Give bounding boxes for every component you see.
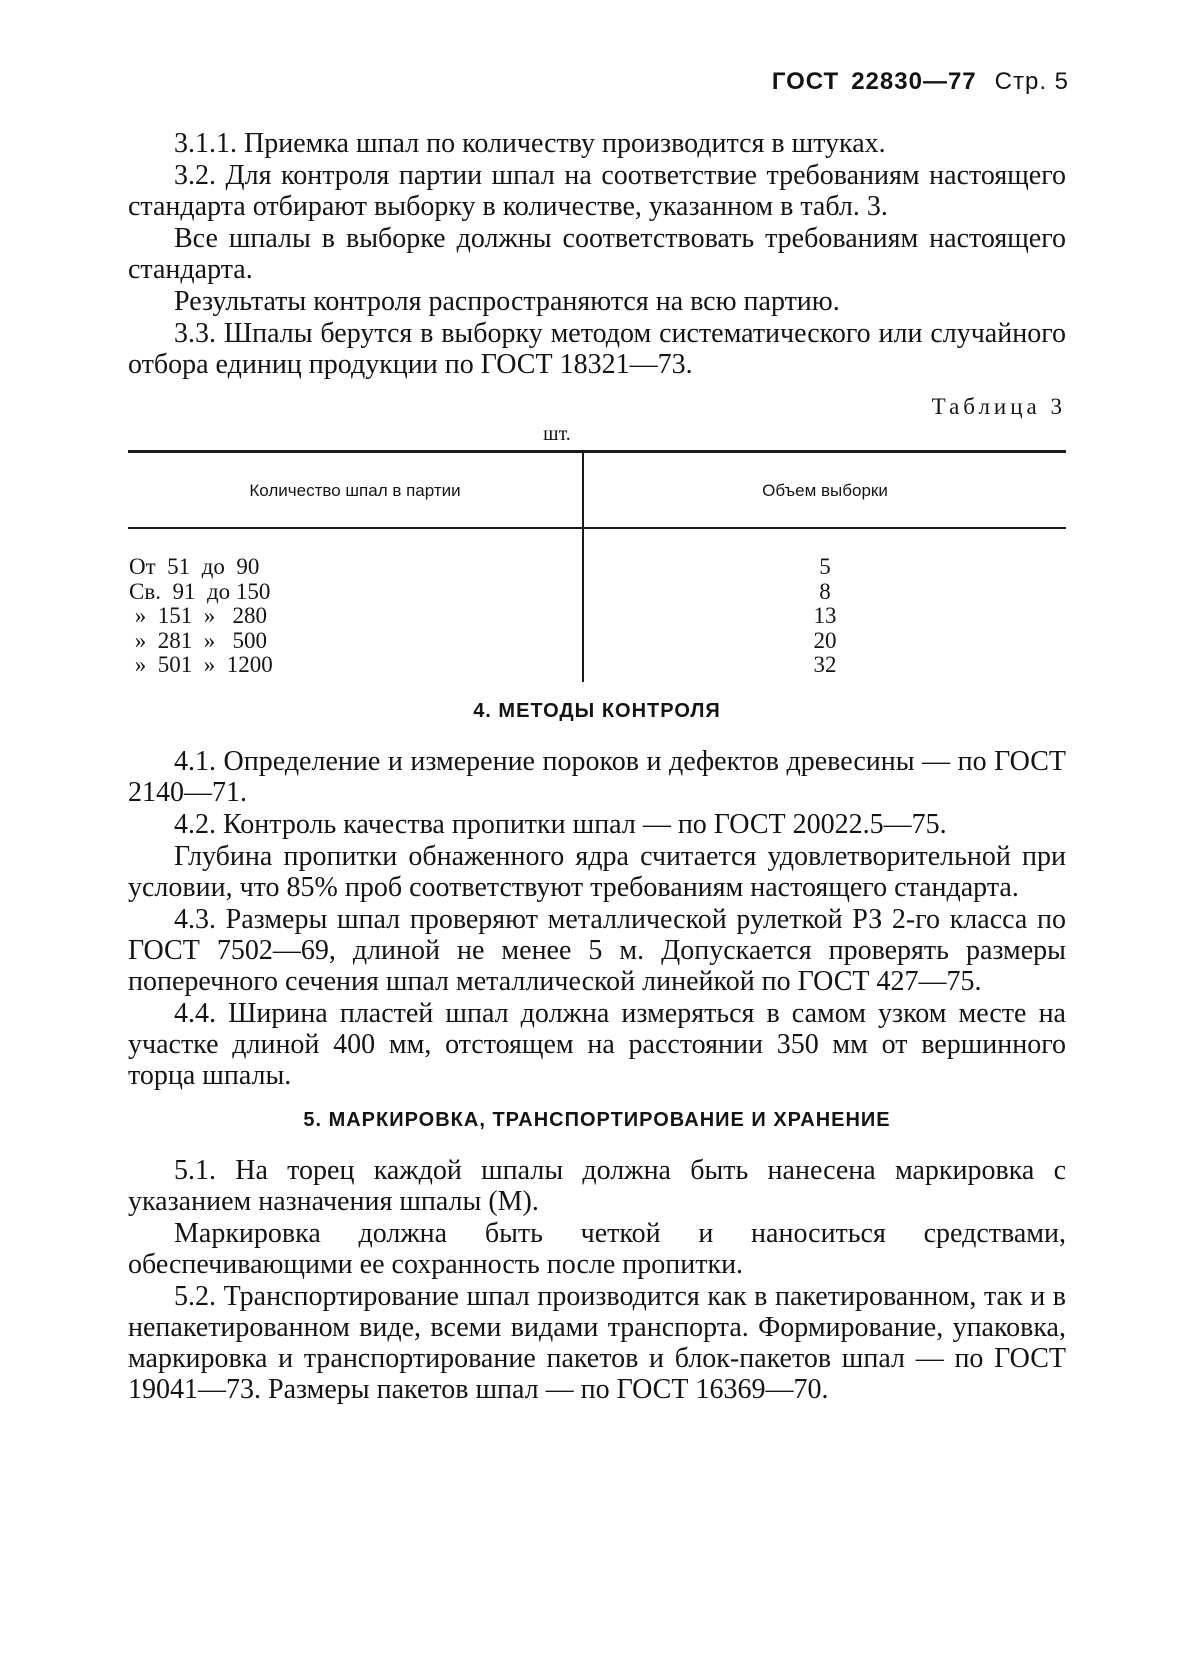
section-4-heading: 4. МЕТОДЫ КОНТРОЛЯ xyxy=(473,699,721,722)
table-unit: шт. xyxy=(543,423,571,445)
document-body xyxy=(128,128,1066,1406)
paragraph-4-2-depth: Глубина пропитки обнаженного ядра считается удовлетворительной при условии, что 85% проб соответствуют требованиям настоящего стандарта. xyxy=(128,840,1066,903)
lot-range: От 51 до 90 xyxy=(129,554,260,579)
paragraph-4-3: 4.3. Размеры шпал проверяют металлической рулеткой РЗ 2-го класса по ГОСТ 7502—69, длиной не менее 5 м. Допускается проверять размеры поперечного сечения шпал металлической линейкой по ГОСТ 427—75. xyxy=(128,903,1066,997)
paragraph-5-1-marking: Маркировка должна быть четкой и наноситься средствами, обеспечивающими ее сохранность после пропитки. xyxy=(128,1217,1066,1280)
header-lot-size: Количество шпал в партии xyxy=(128,452,583,529)
header-sample-size: Объем выборки xyxy=(583,452,1066,529)
page-header xyxy=(772,68,1069,96)
header-page: Стр. 5 xyxy=(994,68,1069,95)
sample-value: 20 xyxy=(813,627,837,653)
paragraph-3-2: 3.2. Для контроля партии шпал на соответствие требованиям настоящего стандарта отбирают выборку в количестве, указанном в табл. 3. xyxy=(128,160,1066,222)
lot-size-column xyxy=(128,528,583,682)
lot-range: » 151 » 280 xyxy=(129,603,267,628)
header-number: 22830—77 xyxy=(851,68,977,95)
sample-value: 8 xyxy=(819,578,831,604)
lot-range: Св. 91 до 150 xyxy=(129,578,271,604)
lot-range: » 281 » 500 xyxy=(129,627,267,653)
paragraph-4-2: 4.2. Контроль качества пропитки шпал — по ГОСТ 20022.5—75. xyxy=(174,808,947,840)
table-header-row xyxy=(128,452,1066,529)
sample-size-column xyxy=(583,528,1066,682)
sample-value: 5 xyxy=(819,554,831,579)
paragraph-3-3: 3.3. Шпалы берутся в выборку методом систематического или случайного отбора единиц продукции по ГОСТ 18321—73. xyxy=(128,318,1066,380)
sample-value: 13 xyxy=(813,603,837,628)
paragraph-3-2-all-sleepers: Все шпалы в выборке должны соответствовать требованиям настоящего стандарта. xyxy=(128,223,1066,285)
table-caption: Таблица 3 xyxy=(931,394,1066,419)
paragraph-4-4: 4.4. Ширина пластей шпал должна измеряться в самом узком месте на участке длиной 400 мм, отстоящем на расстоянии 350 мм от вершинного торца шпалы. xyxy=(128,997,1066,1091)
lot-range: » 501 » 1200 xyxy=(129,652,273,677)
paragraph-5-1: 5.1. На торец каждой шпалы должна быть нанесена маркировка с указанием назначения шпалы (М). xyxy=(128,1154,1066,1217)
header-standard: ГОСТ xyxy=(771,68,840,95)
paragraph-5-2: 5.2. Транспортирование шпал производится как в пакетированном, так и в непакетированном виде, всеми видами транспорта. Формирование, упаковка, маркировка и транспортирование пакетов и блок-пакетов шпал — по ГОСТ 19041—73. Размеры пакетов шпал — по ГОСТ 16369—70. xyxy=(128,1280,1066,1405)
paragraph-3-1-1: 3.1.1. Приемка шпал по количеству производится в штуках. xyxy=(174,128,886,159)
sample-value: 32 xyxy=(813,652,837,677)
table-body-row xyxy=(128,528,1066,682)
paragraph-3-2-results: Результаты контроля распространяются на всю партию. xyxy=(174,286,840,317)
section-5-heading: 5. МАРКИРОВКА, ТРАНСПОРТИРОВАНИЕ И ХРАНЕНИЕ xyxy=(303,1108,891,1131)
sample-size-table xyxy=(128,450,1066,682)
paragraph-4-1: 4.1. Определение и измерение пороков и дефектов древесины — по ГОСТ 2140—71. xyxy=(128,745,1066,808)
